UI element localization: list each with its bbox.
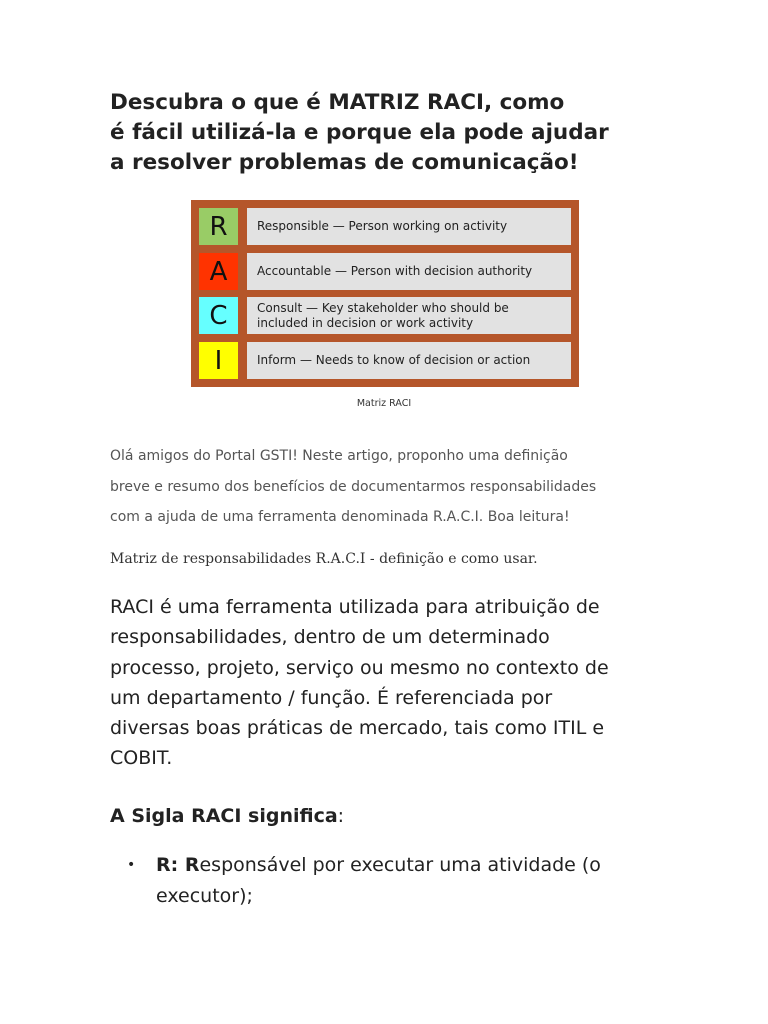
title-line-3: a resolver problemas de comunicação! bbox=[110, 150, 579, 175]
title-line-1: Descubra o que é MATRIZ RACI, como bbox=[110, 90, 565, 115]
raci-letter-c: C bbox=[199, 297, 238, 334]
body-paragraph bbox=[110, 592, 680, 774]
body-line-5: diversas boas práticas de mercado, tais como ITIL e bbox=[110, 717, 605, 740]
page-title bbox=[110, 88, 690, 178]
raci-letter-i: I bbox=[199, 342, 238, 379]
intro-line-1: Olá amigos do Portal GSTI! Neste artigo, proponho uma definição bbox=[110, 448, 568, 464]
raci-desc-i: Inform — Needs to know of decision or action bbox=[247, 342, 571, 379]
body-line-4: um departamento / função. É referenciada por bbox=[110, 686, 553, 709]
subheading: Matriz de responsabilidades R.A.C.I - definição e como usar. bbox=[110, 551, 538, 567]
body-line-6: COBIT. bbox=[110, 747, 173, 770]
bullet-bold: R: R bbox=[156, 854, 200, 876]
raci-desc-a: Accountable — Person with decision authority bbox=[247, 253, 571, 290]
raci-matrix-image bbox=[191, 200, 579, 387]
raci-desc-r: Responsible — Person working on activity bbox=[247, 208, 571, 245]
figure-caption: Matriz RACI bbox=[356, 398, 412, 409]
bullet-dot-icon: • bbox=[127, 857, 136, 873]
raci-letter-a: A bbox=[199, 253, 238, 290]
intro-paragraph bbox=[110, 441, 670, 533]
section-heading-bold: A Sigla RACI significa bbox=[110, 805, 338, 827]
raci-bullet-list bbox=[110, 850, 670, 911]
body-line-1: RACI é uma ferramenta utilizada para atribuição de bbox=[110, 596, 600, 618]
section-heading bbox=[110, 805, 344, 827]
bullet-line-2: executor); bbox=[156, 884, 253, 907]
body-line-2: responsabilidades, dentro de um determinado bbox=[110, 626, 550, 649]
title-line-2: é fácil utilizá-la e porque ela pode ajudar bbox=[110, 120, 609, 145]
raci-letter-r: R bbox=[199, 208, 238, 245]
raci-desc-c: Consult — Key stakeholder who should be included in decision or work activity bbox=[247, 297, 571, 334]
section-heading-suffix: : bbox=[337, 805, 345, 827]
bullet-line-1 bbox=[156, 850, 670, 881]
list-item bbox=[110, 850, 670, 911]
intro-line-3: com a ajuda de uma ferramenta denominada R.A.C.I. Boa leitura! bbox=[110, 509, 570, 525]
intro-line-2: breve e resumo dos benefícios de documentarmos responsabilidades bbox=[110, 478, 597, 495]
bullet-text: esponsável por executar uma atividade (o bbox=[199, 854, 601, 876]
body-line-3: processo, projeto, serviço ou mesmo no contexto de bbox=[110, 656, 609, 679]
